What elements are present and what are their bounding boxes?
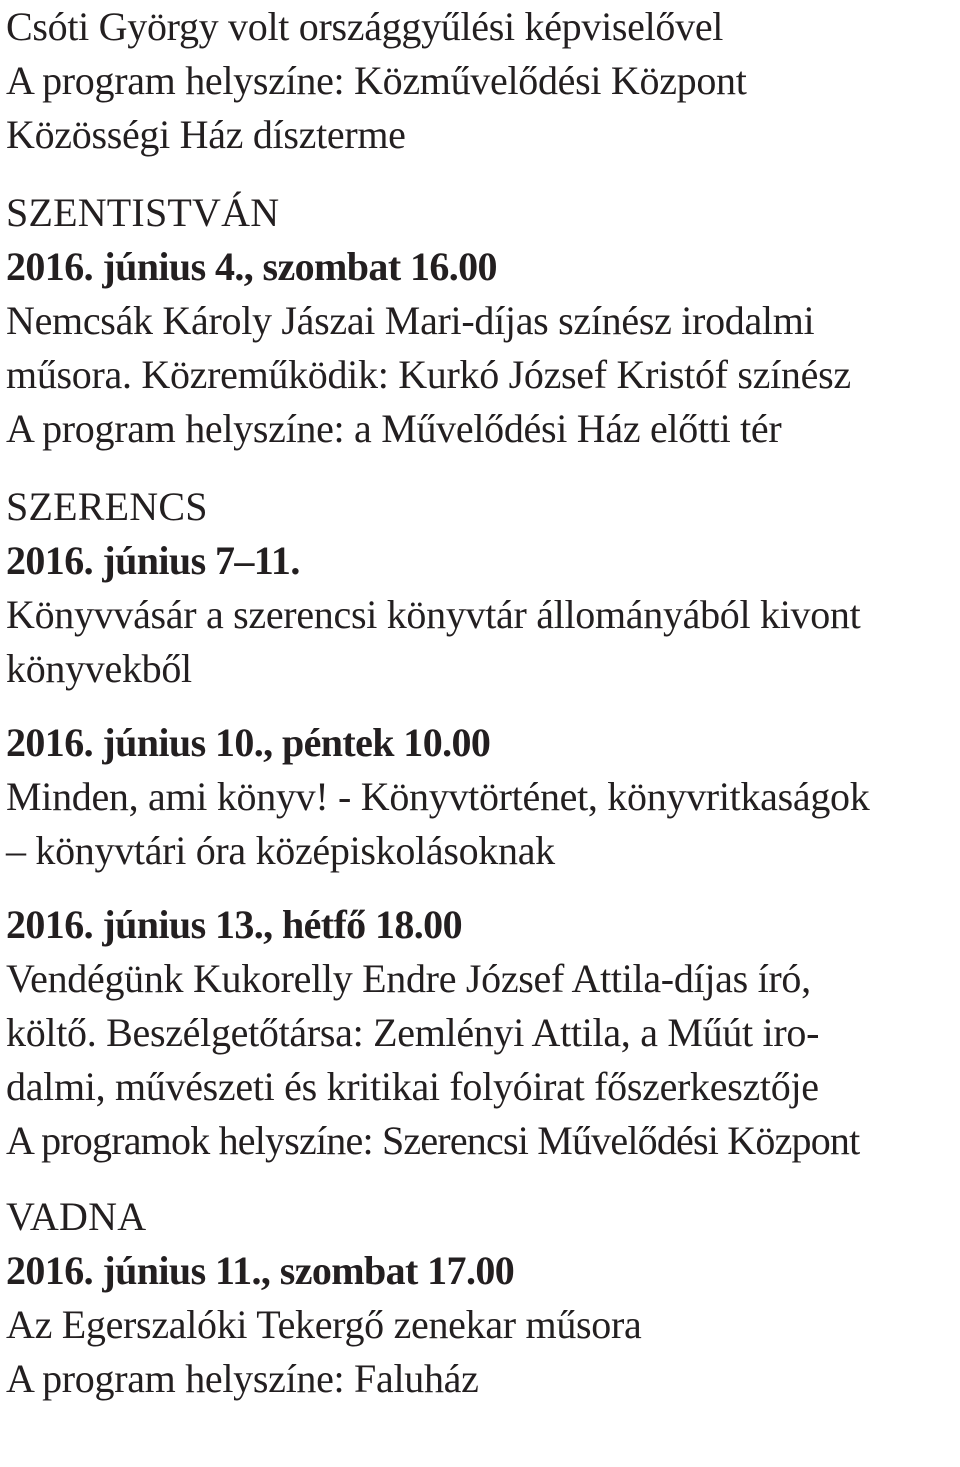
place-heading: SZERENCS: [6, 484, 208, 529]
event-item: [6, 534, 956, 696]
intro-line: A program helyszíne: Közművelődési Központ: [6, 58, 747, 103]
event-text: A programok helyszíne: Szerencsi Művelődési Központ: [6, 1118, 860, 1163]
event-text: A program helyszíne: Faluház: [6, 1356, 479, 1401]
event-text: Nemcsák Károly Jászai Mari-díjas színész irodalmi: [6, 298, 815, 343]
event-date: 2016. június 10., péntek 10.00: [6, 720, 491, 765]
event-item: [6, 898, 956, 1168]
intro-line: Közösségi Ház díszterme: [6, 112, 406, 157]
place-heading: SZENTISTVÁN: [6, 190, 280, 235]
intro-line: Csóti György volt országgyűlési képviselővel: [6, 4, 724, 49]
event-listing: [6, 0, 956, 1406]
event-text: A program helyszíne: a Művelődési Ház előtti tér: [6, 406, 782, 451]
event-date: 2016. június 13., hétfő 18.00: [6, 902, 462, 947]
event-text: műsora. Közreműködik: Kurkó József Kristóf színész: [6, 352, 851, 397]
event-date: 2016. június 7–11.: [6, 538, 300, 583]
event-text: Az Egerszalóki Tekergő zenekar műsora: [6, 1302, 642, 1347]
section-szerencs: [6, 480, 956, 1168]
event-text: Könyvvásár a szerencsi könyvtár állományából kivont: [6, 592, 861, 637]
event-date: 2016. június 4., szombat 16.00: [6, 244, 497, 289]
event-item: [6, 1244, 956, 1406]
event-text: könyvekből: [6, 646, 192, 691]
place-heading: VADNA: [6, 1194, 147, 1239]
section-vadna: [6, 1190, 956, 1406]
event-text: Vendégünk Kukorelly Endre József Attila-díjas író,: [6, 956, 811, 1001]
event-item: [6, 240, 956, 456]
intro-block: [6, 0, 956, 162]
event-text: – könyvtári óra középiskolásoknak: [6, 828, 555, 873]
event-item: [6, 716, 956, 878]
event-date: 2016. június 11., szombat 17.00: [6, 1248, 515, 1293]
event-text: Minden, ami könyv! - Könyvtörténet, könyvritkaságok: [6, 774, 870, 819]
event-text: költő. Beszélgetőtársa: Zemlényi Attila, a Műút iro-: [6, 1010, 820, 1055]
section-szentistvan: [6, 186, 956, 456]
event-text: dalmi, művészeti és kritikai folyóirat főszerkesztője: [6, 1064, 819, 1109]
